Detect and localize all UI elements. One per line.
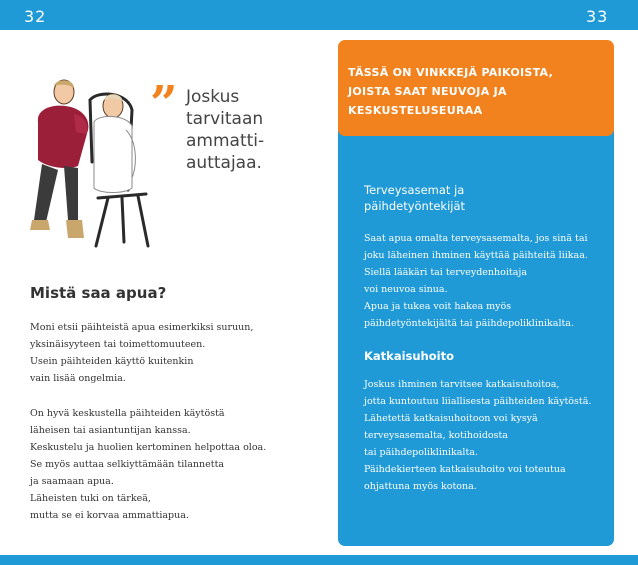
title-line: JOISTA SAAT NEUVOJA JA (348, 85, 507, 98)
quote-line: auttajaa. (186, 153, 262, 173)
text-line: ohjattuna myös kotona. (364, 481, 477, 492)
text-line: Apua ja tukea voit hakea myös (364, 301, 512, 312)
text-line: Moni etsii päihteistä apua esimerkiksi suruun, (30, 322, 254, 333)
paragraph-health-centers (364, 230, 614, 332)
client-figure (94, 94, 135, 193)
text-line: vain lisää ongelmia. (30, 373, 126, 384)
bottom-bar (0, 555, 638, 565)
paragraph-detox (364, 376, 614, 495)
quote-line: ammatti- (186, 131, 265, 151)
text-line: jotta kuntoutuu liiallisesta päihteiden käytöstä. (364, 396, 592, 407)
text-line: voi neuvoa sinua. (364, 284, 448, 295)
text-line: Lähetettä katkaisuhoitoon voi kysyä (364, 413, 538, 424)
section-heading-health-centers (364, 182, 465, 214)
text-line: Usein päihteiden käyttö kuitenkin (30, 356, 194, 367)
tips-title (348, 63, 608, 120)
text-line: Se myös auttaa selkiyttämään tilannetta (30, 459, 225, 470)
text-line: Päihdekierteen katkaisuhoito voi toteutua (364, 464, 566, 475)
text-line: terveysasemalta, kotihoidosta (364, 430, 508, 441)
quote-mark-icon: ” (150, 76, 178, 132)
quote-line: tarvitaan (186, 109, 264, 129)
text-line: yksinäisyyteen tai toimettomuuteen. (30, 339, 206, 350)
paragraph-discussion (30, 405, 320, 524)
section-heading-detox (364, 348, 454, 364)
text-line: mutta se ei korvaa ammattiapua. (30, 510, 189, 521)
tips-title-box (338, 40, 614, 136)
heading-line: Terveysasemat ja (364, 183, 465, 197)
text-line: ja saamaan apua. (30, 476, 114, 487)
heading-line: Katkaisuhoito (364, 349, 454, 363)
pull-quote (186, 86, 306, 174)
paragraph-intro (30, 319, 320, 387)
top-bar (0, 0, 638, 30)
text-line: Läheisten tuki on tärkeä, (30, 493, 151, 504)
section-heading-help: Mistä saa apua? (30, 284, 167, 302)
text-line: Joskus ihminen tarvitsee katkaisuhoitoa, (364, 379, 560, 390)
title-line: KESKUSTELUSEURAA (348, 104, 483, 117)
heading-line: päihdetyöntekijät (364, 199, 466, 213)
page-number-left: 32 (24, 7, 47, 26)
text-line: päihdetyöntekijältä tai päihdepoliklinikalta. (364, 318, 574, 329)
two-people-talking-illustration (28, 70, 168, 255)
text-line: läheisen tai asiantuntijan kanssa. (30, 425, 191, 436)
quote-line: Joskus (186, 87, 240, 107)
text-line: Saat apua omalta terveysasemalta, jos sinä tai (364, 233, 588, 244)
text-line: tai päihdepoliklinikalta. (364, 447, 478, 458)
text-line: Siellä lääkäri tai terveydenhoitaja (364, 267, 527, 278)
title-line: TÄSSÄ ON VINKKEJÄ PAIKOISTA, (348, 66, 554, 79)
text-line: joku läheinen ihminen käyttää päihteitä liikaa. (364, 250, 588, 261)
counselor-figure (30, 80, 88, 238)
text-line: On hyvä keskustella päihteiden käytöstä (30, 408, 225, 419)
text-line: Keskustelu ja huolien kertominen helpottaa oloa. (30, 442, 267, 453)
tips-content-box (338, 124, 614, 546)
page-number-right: 33 (586, 7, 609, 26)
